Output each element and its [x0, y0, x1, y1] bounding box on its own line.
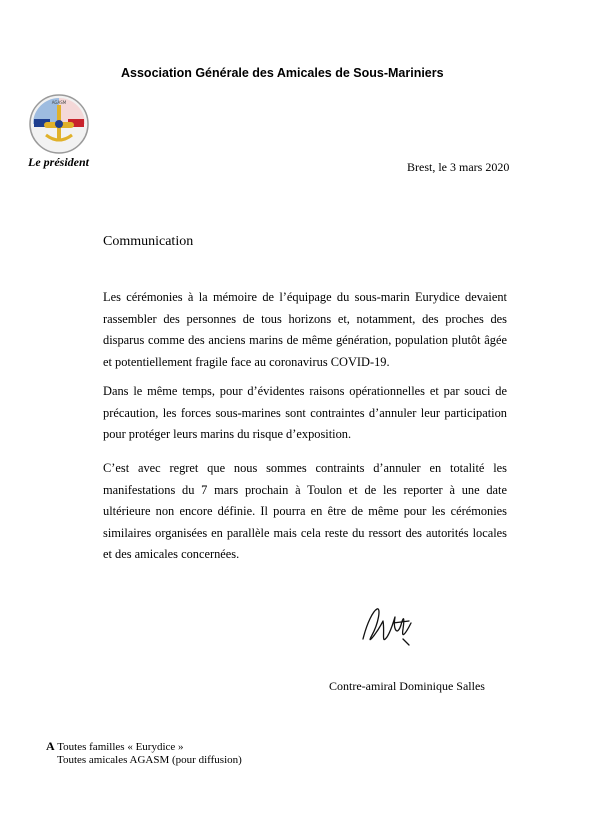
logo-text: AGASM: [51, 100, 67, 105]
paragraph-2: Dans le même temps, pour d’évidentes raisons opérationnelles et par souci de précaution, les forces sous-marines sont contraintes d’annuler leur participation pour protéger leurs marins du risque d’exposition.: [103, 384, 507, 441]
recipient-line-2: Toutes amicales AGASM (pour diffusion): [57, 754, 242, 766]
handwritten-signature: [357, 603, 415, 651]
paragraph-1: Les cérémonies à la mémoire de l’équipage du sous-marin Eurydice devaient rassembler des personnes de tous horizons et, notamment, des proches des disparus comme des anciens marins de même génération, population plutôt âgée et potentiellement fragile face au coronavirus COVID-19.: [103, 290, 507, 369]
paragraph-3: C’est avec regret que nous sommes contraints d’annuler en totalité les manifestations du 7 mars prochain à Toulon et de les reporter à une date ultérieure non encore définie. Il pourra en être de même pour les cérémonies similaires organisées en parallèle mais cela reste du ressort des autorités locales et des amicales concernées.: [103, 461, 507, 561]
date-line: Brest, le 3 mars 2020: [407, 160, 510, 174]
recipients-block: [46, 740, 242, 767]
signer-name: Contre-amiral Dominique Salles: [329, 679, 485, 693]
recipient-line-1: [46, 740, 242, 754]
subject-heading: Communication: [103, 234, 194, 249]
recipient-families: Toutes familles « Eurydice »: [54, 741, 184, 753]
role-label: Le président: [28, 155, 89, 169]
recipient-prefix: A: [46, 739, 55, 753]
organization-title: Association Générale des Amicales de Sous-Mariniers: [121, 66, 444, 80]
agasm-emblem-logo: [26, 93, 92, 155]
